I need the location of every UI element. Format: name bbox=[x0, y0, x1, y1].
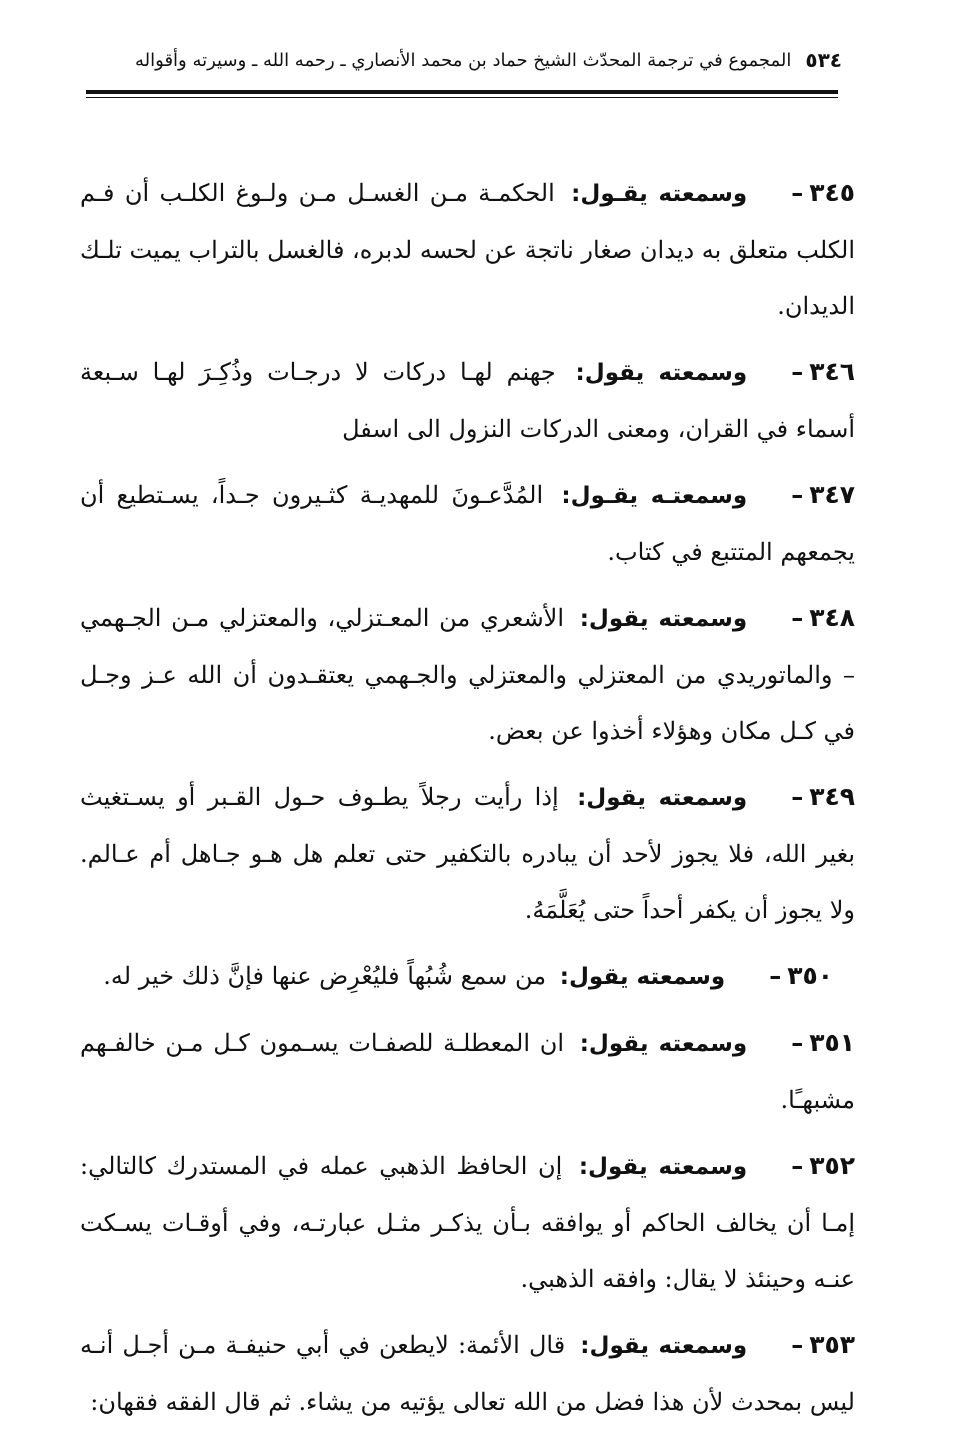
entry-number: ٣٤٦ bbox=[809, 357, 855, 386]
entry-number: ٣٤٨ bbox=[809, 603, 855, 632]
entry-text: الأشعري من المعـتزلي، والمعتزلي مـن الجـهمي – والماتوريدي من المعتزلي والمعتزلي والجـهمي يعتقـدون أن الله عـز وجـل في كـل مكان وهؤلاء أخذوا عن بعض. bbox=[80, 604, 855, 745]
running-header bbox=[90, 40, 842, 80]
entry-text: جهنم لهـا دركات لا درجـات وذُكِـرَ لهـا سـبعة أسماء في القران، ومعنى الدركات النزول الى اسفل bbox=[80, 358, 855, 443]
entry-text: من سمع شُبُهاً فليُعْرِض عنها فإنَّ ذلك خير له. bbox=[103, 962, 547, 990]
entry-number: ٣٤٥ bbox=[809, 178, 855, 207]
entry-text: ان المعطلـة للصفـات يسـمون كـل مـن خالفـهم مشبهـًا. bbox=[80, 1029, 855, 1114]
entry-label: وسمعته يقول: bbox=[579, 606, 748, 632]
entry-345 bbox=[80, 165, 855, 334]
entry-dash: – bbox=[791, 179, 804, 207]
entry-label: وسمعته يقول: bbox=[578, 1154, 748, 1180]
header-rule-thick bbox=[86, 90, 838, 94]
entry-label: وسمعته يقول: bbox=[580, 1333, 748, 1359]
entry-352 bbox=[80, 1138, 855, 1307]
entry-text: إذا رأيت رجلاً يطـوف حـول القـبر أو يسـتغيث بغير الله، فلا يجوز لأحد أن يبادره بالتكفير حتى تعلم هل هـو جـاهل أم عـالم. ولا يجوز أن يكفر أحداً حتى يُعَلَّمَهُ. bbox=[80, 783, 855, 924]
entry-text: المُدَّعـونَ للمهديـة كثـيرون جـداً، يسـتطيع أن يجمعهم المتتبع في كتاب. bbox=[80, 481, 855, 566]
entry-353 bbox=[80, 1317, 855, 1430]
entry-label: وسمعته يقول: bbox=[559, 964, 726, 990]
entry-label: وسمعته يقول: bbox=[575, 360, 748, 386]
entry-dash: – bbox=[791, 1029, 804, 1057]
entry-dash: – bbox=[791, 1331, 804, 1359]
entry-label: وسمعته يقول: bbox=[579, 1031, 748, 1057]
entry-dash: – bbox=[791, 1152, 804, 1180]
entry-349 bbox=[80, 769, 855, 938]
entry-label: وسمعتـه يقـول: bbox=[561, 483, 748, 509]
entry-346 bbox=[80, 344, 855, 457]
entry-dash: – bbox=[769, 962, 782, 990]
entry-number: ٣٥٠ bbox=[787, 961, 833, 990]
page-number: ٥٣٤ bbox=[805, 48, 842, 72]
entry-label: وسمعته يقول: bbox=[577, 785, 748, 811]
page-body bbox=[80, 165, 855, 1440]
header-title: المجموع في ترجمة المحدّث الشيخ حماد بن محمد الأنصاري ـ رحمه الله ـ وسيرته وأقواله bbox=[135, 49, 792, 71]
entry-348 bbox=[80, 590, 855, 759]
entry-dash: – bbox=[791, 358, 804, 386]
header-rule-thin bbox=[86, 97, 838, 98]
entry-text: قال الأئمة: لايطعن في أبي حنيفـة مـن أجـل أنـه ليس بمحدث لأن هذا فضل من الله تعالى يؤتيه من يشاء. ثم قال الفقه فقهان: bbox=[80, 1331, 855, 1416]
entry-number: ٣٥١ bbox=[809, 1028, 856, 1057]
entry-number: ٣٤٩ bbox=[809, 782, 855, 811]
entry-label: وسمعته يقـول: bbox=[571, 181, 748, 207]
entry-dash: – bbox=[791, 783, 804, 811]
entry-number: ٣٤٧ bbox=[809, 480, 855, 509]
entry-350 bbox=[80, 948, 855, 1005]
entry-text: الحكمـة مـن الغسـل مـن ولـوغ الكلـب أن فـم الكلب متعلق به ديدان صغار ناتجة عن لحسه لدبره، فالغسل بالتراب يميت تلـك الديدان. bbox=[79, 179, 855, 320]
entry-dash: – bbox=[791, 481, 804, 509]
entry-number: ٣٥٣ bbox=[809, 1330, 855, 1359]
entry-text: إن الحافظ الذهبي عمله في المستدرك كالتالي: إمـا أن يخالف الحاكم أو يوافقه بـأن يذكـر مثـل عبارتـه، وفي أوقـات يسـكت عنـه وحينئذ لا يقال: وافقه الذهبي. bbox=[80, 1152, 855, 1293]
entry-dash: – bbox=[791, 604, 804, 632]
entry-number: ٣٥٢ bbox=[809, 1151, 855, 1180]
entry-347 bbox=[80, 467, 855, 580]
entry-351 bbox=[80, 1015, 855, 1128]
